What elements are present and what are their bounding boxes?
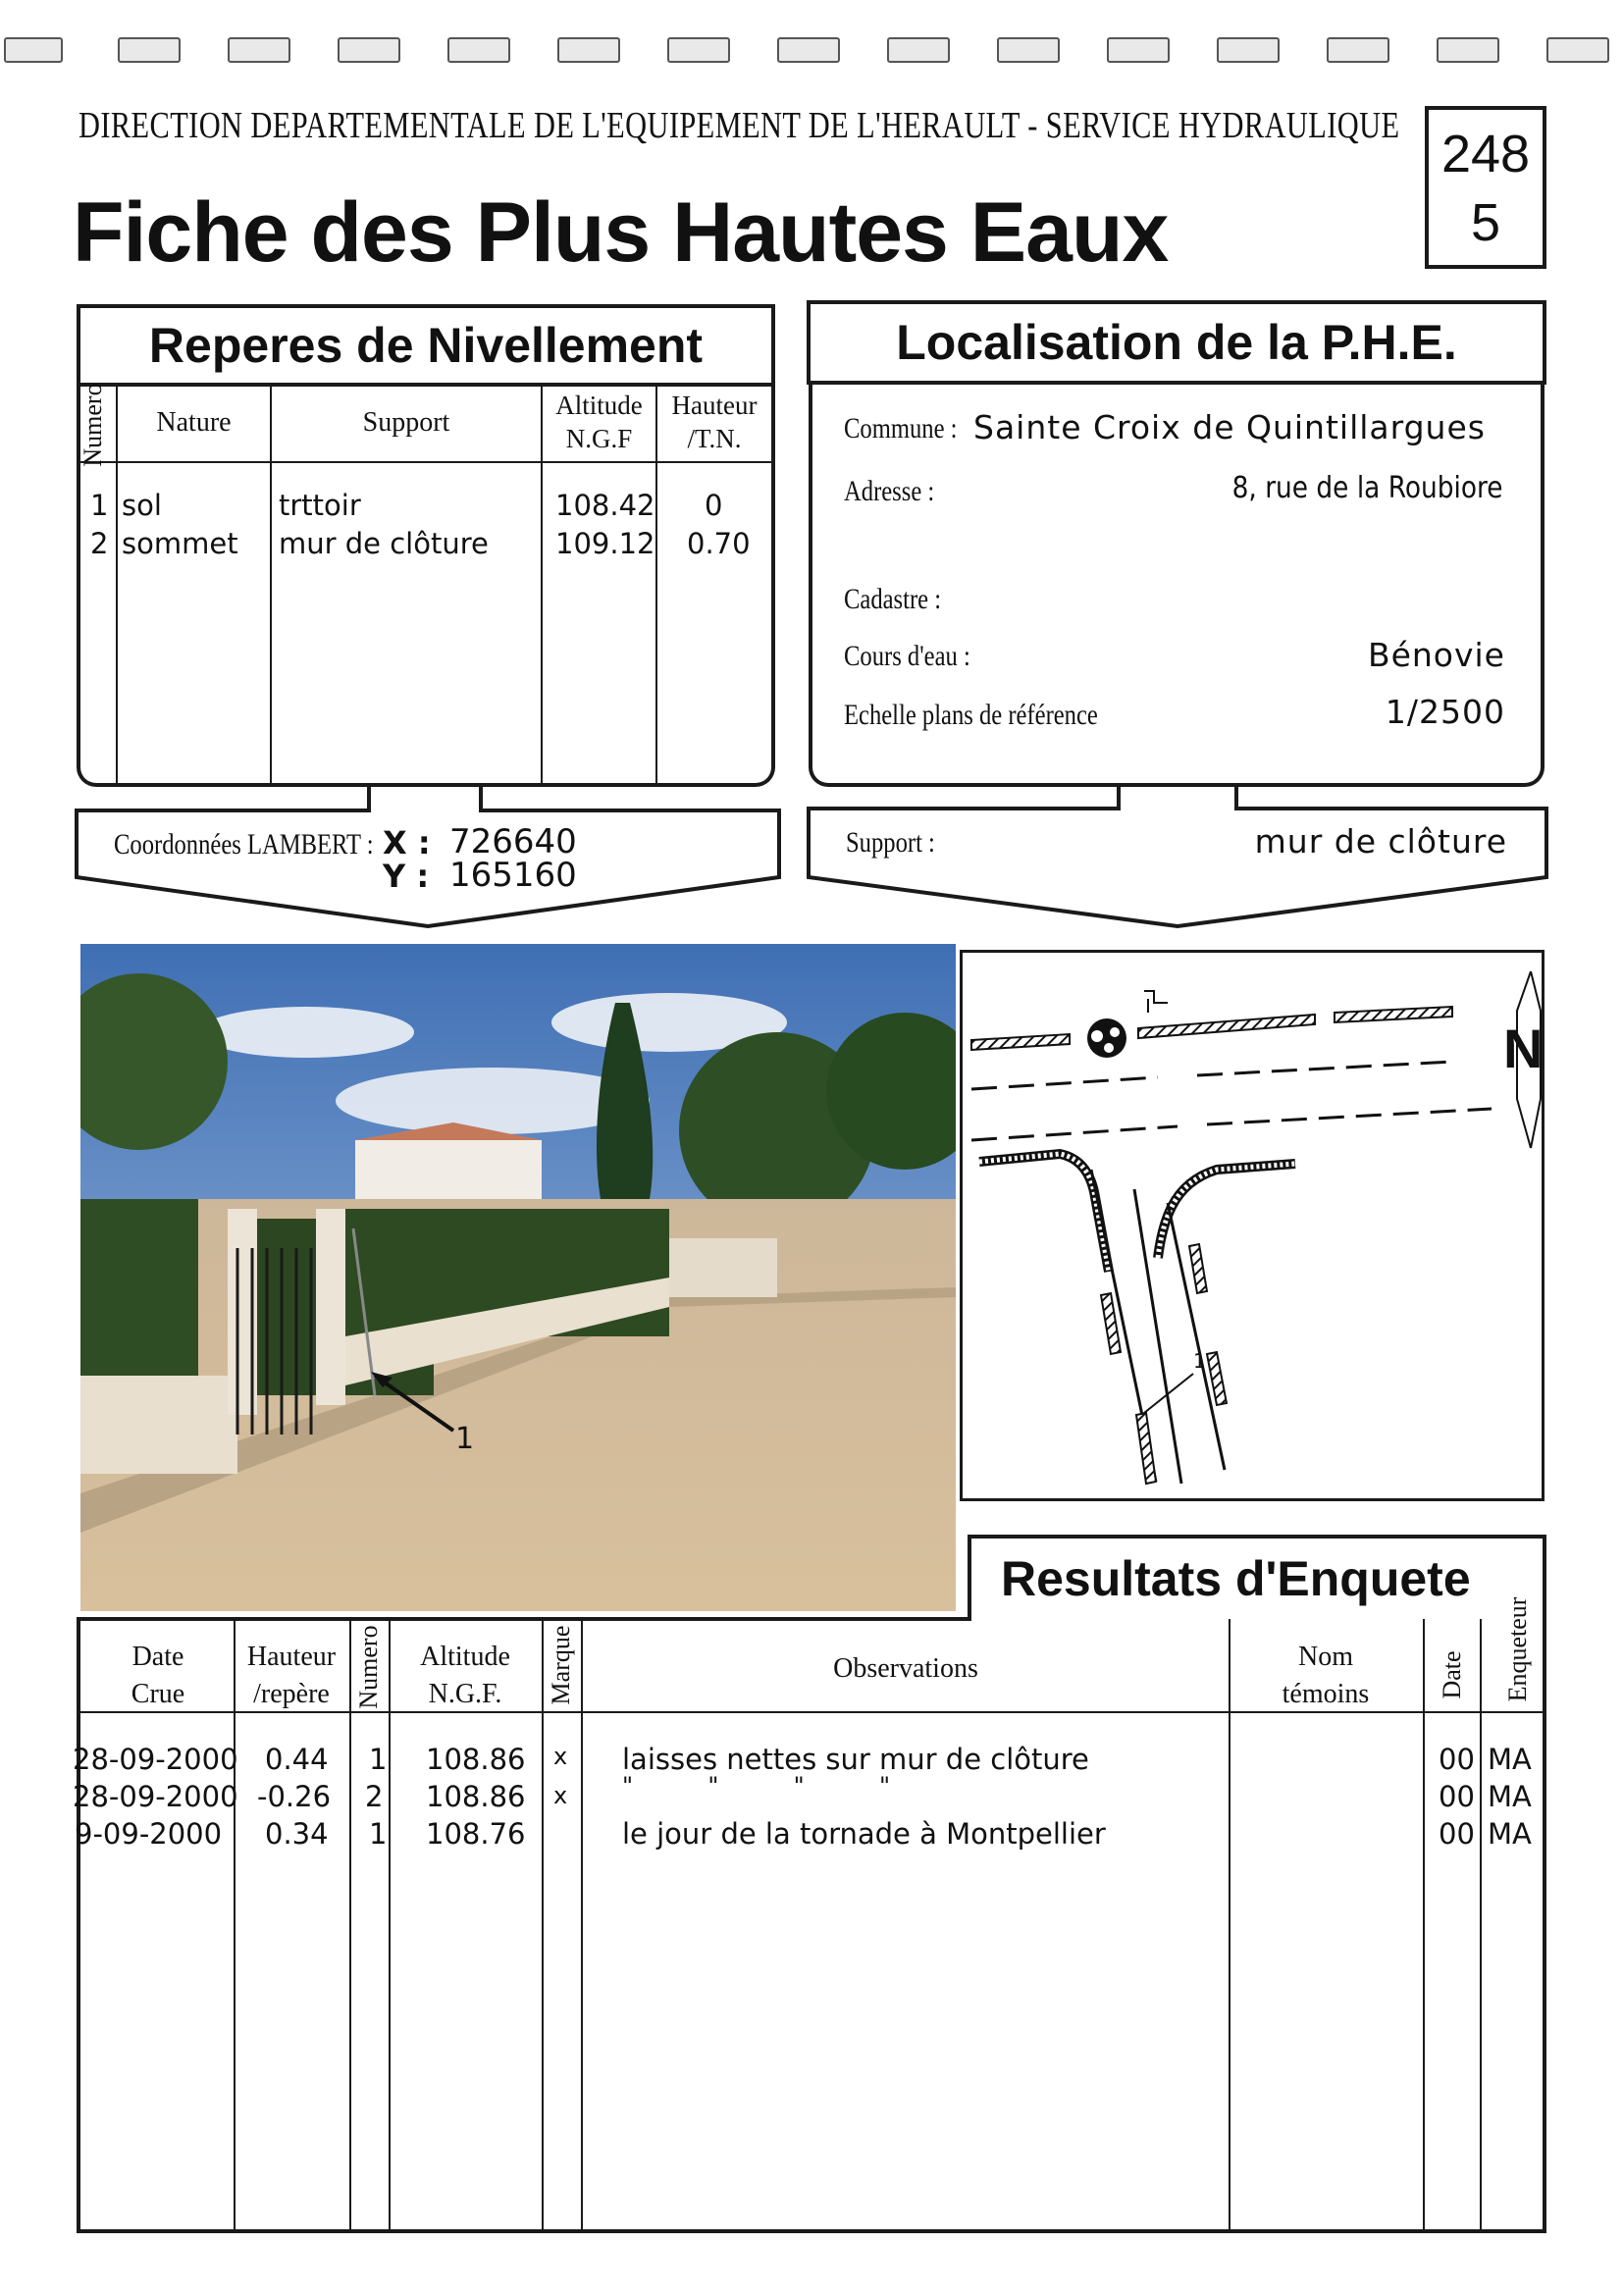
echelle-value: 1/2500 xyxy=(1385,693,1505,731)
col-enqueteur: Enqueteur xyxy=(1503,1596,1532,1702)
lambert-x-label: X : xyxy=(383,824,431,861)
page-title: Fiche des Plus Hautes Eaux xyxy=(73,185,1169,280)
cadastre-label: Cadastre : xyxy=(844,583,942,615)
north-label: N xyxy=(1503,1018,1543,1079)
reperes-title: Reperes de Nivellement xyxy=(77,304,775,387)
col-nature: Nature xyxy=(156,407,232,438)
col-marque: Marque xyxy=(547,1625,575,1705)
col-hauteur-repere: Hauteur /repère xyxy=(246,1642,337,1709)
lambert-y-value: 165160 xyxy=(449,856,577,895)
agency-line: DIRECTION DEPARTEMENTALE DE L'EQUIPEMENT DE L'HERAULT - SERVICE HYDRAULIQUE xyxy=(79,105,1400,146)
col-date-crue: Date Crue xyxy=(131,1642,185,1709)
support-label: Support : xyxy=(846,826,935,859)
adresse-value: 8, rue de la Roubiore xyxy=(1232,471,1503,505)
reference-box xyxy=(1425,106,1546,269)
col-observations: Observations xyxy=(833,1653,978,1684)
col-altitude: Altitude N.G.F xyxy=(555,391,643,453)
support-value: mur de clôture xyxy=(1254,822,1507,861)
lambert-y-label: Y : xyxy=(383,858,430,895)
localisation-title: Localisation de la P.H.E. xyxy=(807,300,1546,385)
reference-number: 248 xyxy=(1440,125,1531,183)
col-numero: Numero xyxy=(354,1625,383,1709)
lambert-x-value: 726640 xyxy=(449,822,577,861)
commune-value: Sainte Croix de Quintillargues xyxy=(973,408,1486,446)
col-nom-temoins: Nom témoins xyxy=(1282,1642,1370,1709)
echelle-label: Echelle plans de référence xyxy=(844,699,1098,731)
cours-eau-value: Bénovie xyxy=(1367,636,1505,674)
col-numero: Numero xyxy=(79,383,107,467)
reference-sub: 5 xyxy=(1470,193,1501,252)
col-hauteur: Hauteur /T.N. xyxy=(671,391,758,453)
commune-label: Commune : xyxy=(844,412,958,444)
resultats-title: Resultats d'Enquete xyxy=(968,1535,1546,1621)
lambert-label: Coordonnées LAMBERT : xyxy=(114,828,374,861)
col-altitude-ngf: Altitude N.G.F. xyxy=(420,1642,510,1709)
site-photo xyxy=(80,944,956,1611)
adresse-label: Adresse : xyxy=(844,475,935,507)
col-date: Date xyxy=(1438,1650,1466,1699)
ditto-marks: " " " " xyxy=(622,1772,891,1800)
cours-eau-label: Cours d'eau : xyxy=(844,640,970,672)
site-plan xyxy=(962,952,1543,1499)
photo-marker-label: 1 xyxy=(455,1422,475,1456)
tree-icon xyxy=(1087,1018,1126,1058)
col-support: Support xyxy=(362,407,450,438)
plan-marker-label: 1 xyxy=(1193,1349,1206,1373)
